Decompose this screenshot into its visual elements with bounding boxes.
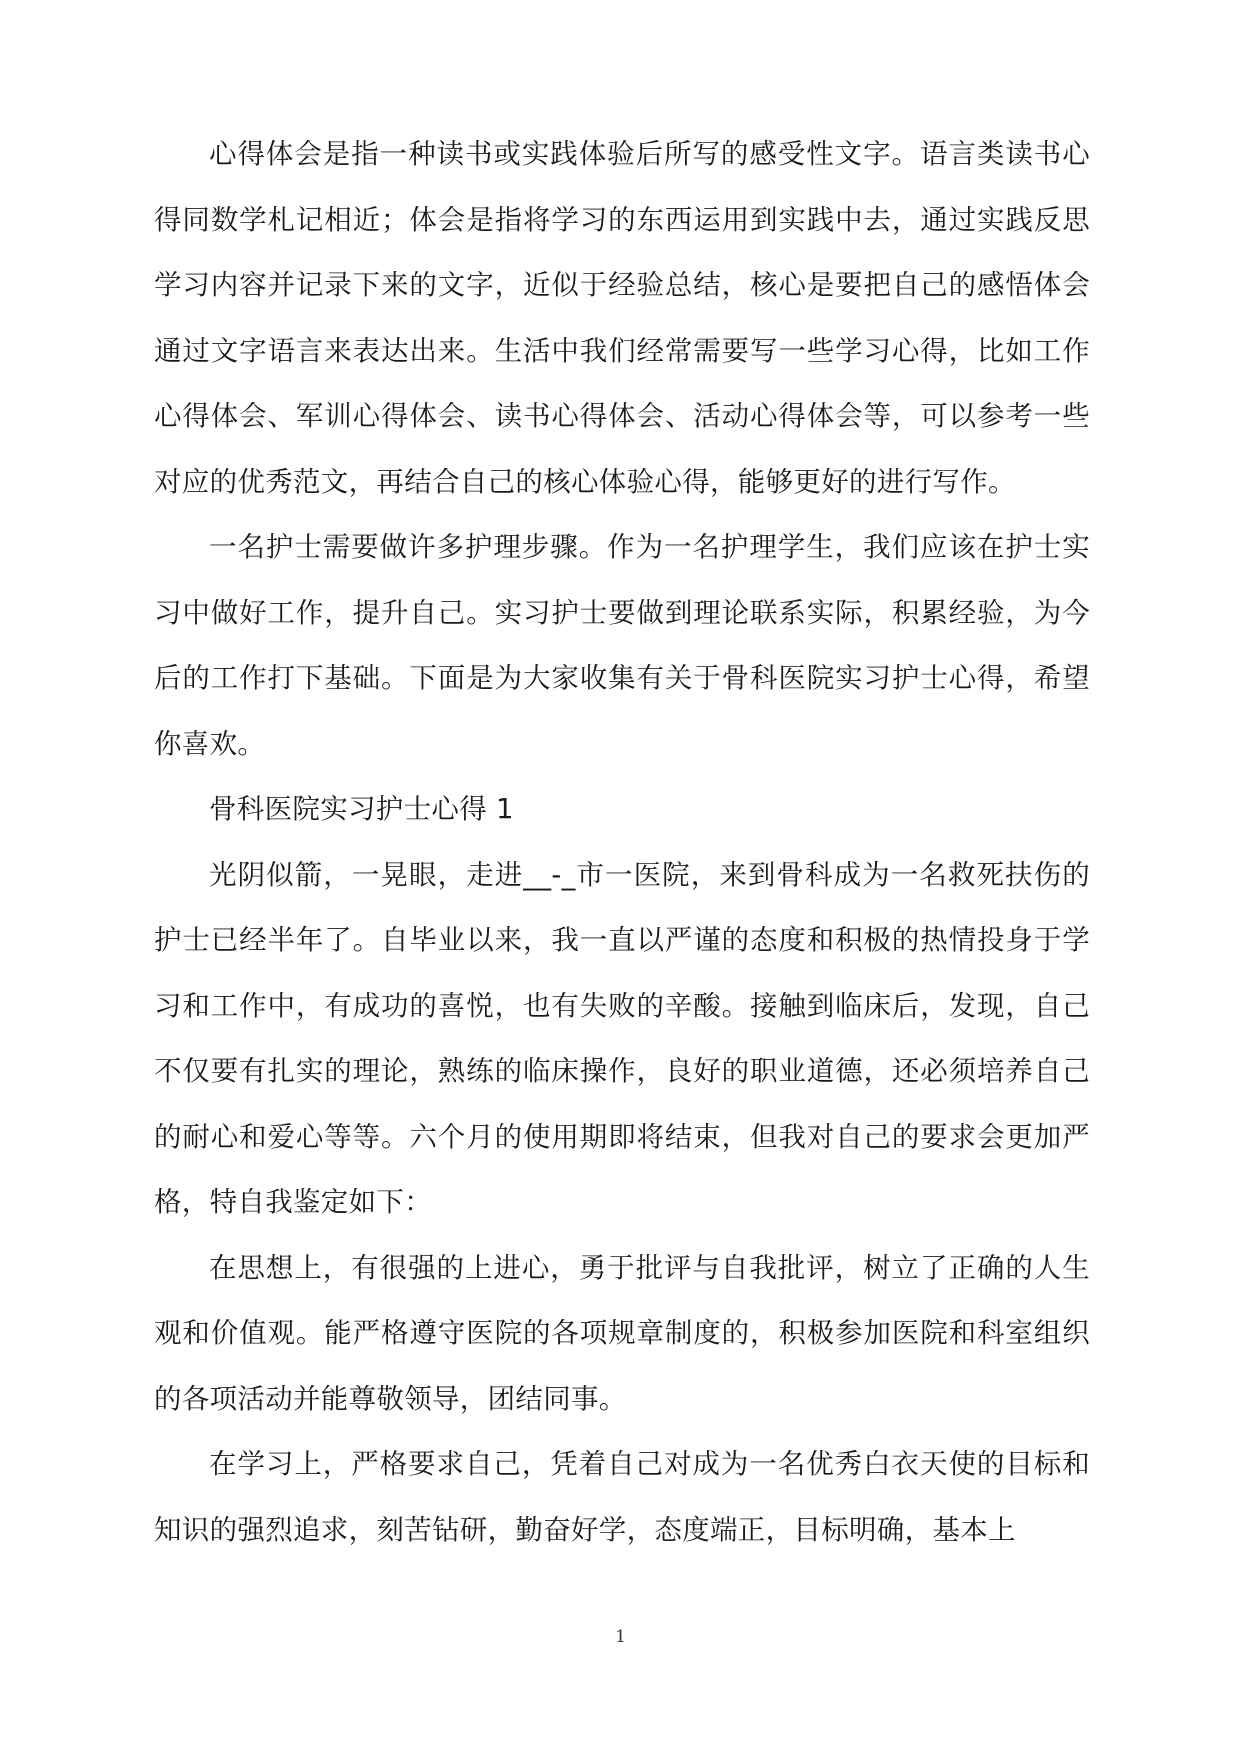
document-body <box>154 122 1090 1563</box>
page-number: 1 <box>615 1627 626 1647</box>
intro-paragraph-2: 一名护士需要做许多护理步骤。作为一名护理学生，我们应该在护士实习中做好工作，提升自己。实习护士要做到理论联系实际，积累经验，为今后的工作打下基础。下面是为大家收集有关于骨科医院实习护士心得，希望你喜欢。 <box>154 531 1090 760</box>
section-title: 骨科医院实习护士心得 1 <box>209 793 514 825</box>
section-paragraph-1: 光阴似箭，一晃眼，走进__-_市一医院，来到骨科成为一名救死扶伤的护士已经半年了。自毕业以来，我一直以严谨的态度和积极的热情投身于学习和工作中，有成功的喜悦，也有失败的辛酸。接触到临床后，发现，自己不仅要有扎实的理论，熟练的临床操作，良好的职业道德，还必须培养自己的耐心和爱心等等。六个月的使用期即将结束，但我对自己的要求会更加严格，特自我鉴定如下： <box>154 858 1090 1218</box>
section-paragraph-2: 在思想上，有很强的上进心，勇于批评与自我批评，树立了正确的人生观和价值观。能严格遵守医院的各项规章制度的，积极参加医院和科室组织的各项活动并能尊敬领导，团结同事。 <box>154 1251 1090 1415</box>
section-paragraph-3: 在学习上，严格要求自己，凭着自己对成为一名优秀白衣天使的目标和知识的强烈追求，刻苦钻研，勤奋好学，态度端正，目标明确，基本上 <box>154 1448 1090 1546</box>
intro-paragraph-1: 心得体会是指一种读书或实践体验后所写的感受性文字。语言类读书心得同数学札记相近；体会是指将学习的东西运用到实践中去，通过实践反思学习内容并记录下来的文字，近似于经验总结，核心是要把自己的感悟体会通过文字语言来表达出来。生活中我们经常需要写一些学习心得，比如工作心得体会、军训心得体会、读书心得体会、活动心得体会等，可以参考一些对应的优秀范文，再结合自己的核心体验心得，能够更好的进行写作。 <box>154 138 1090 498</box>
